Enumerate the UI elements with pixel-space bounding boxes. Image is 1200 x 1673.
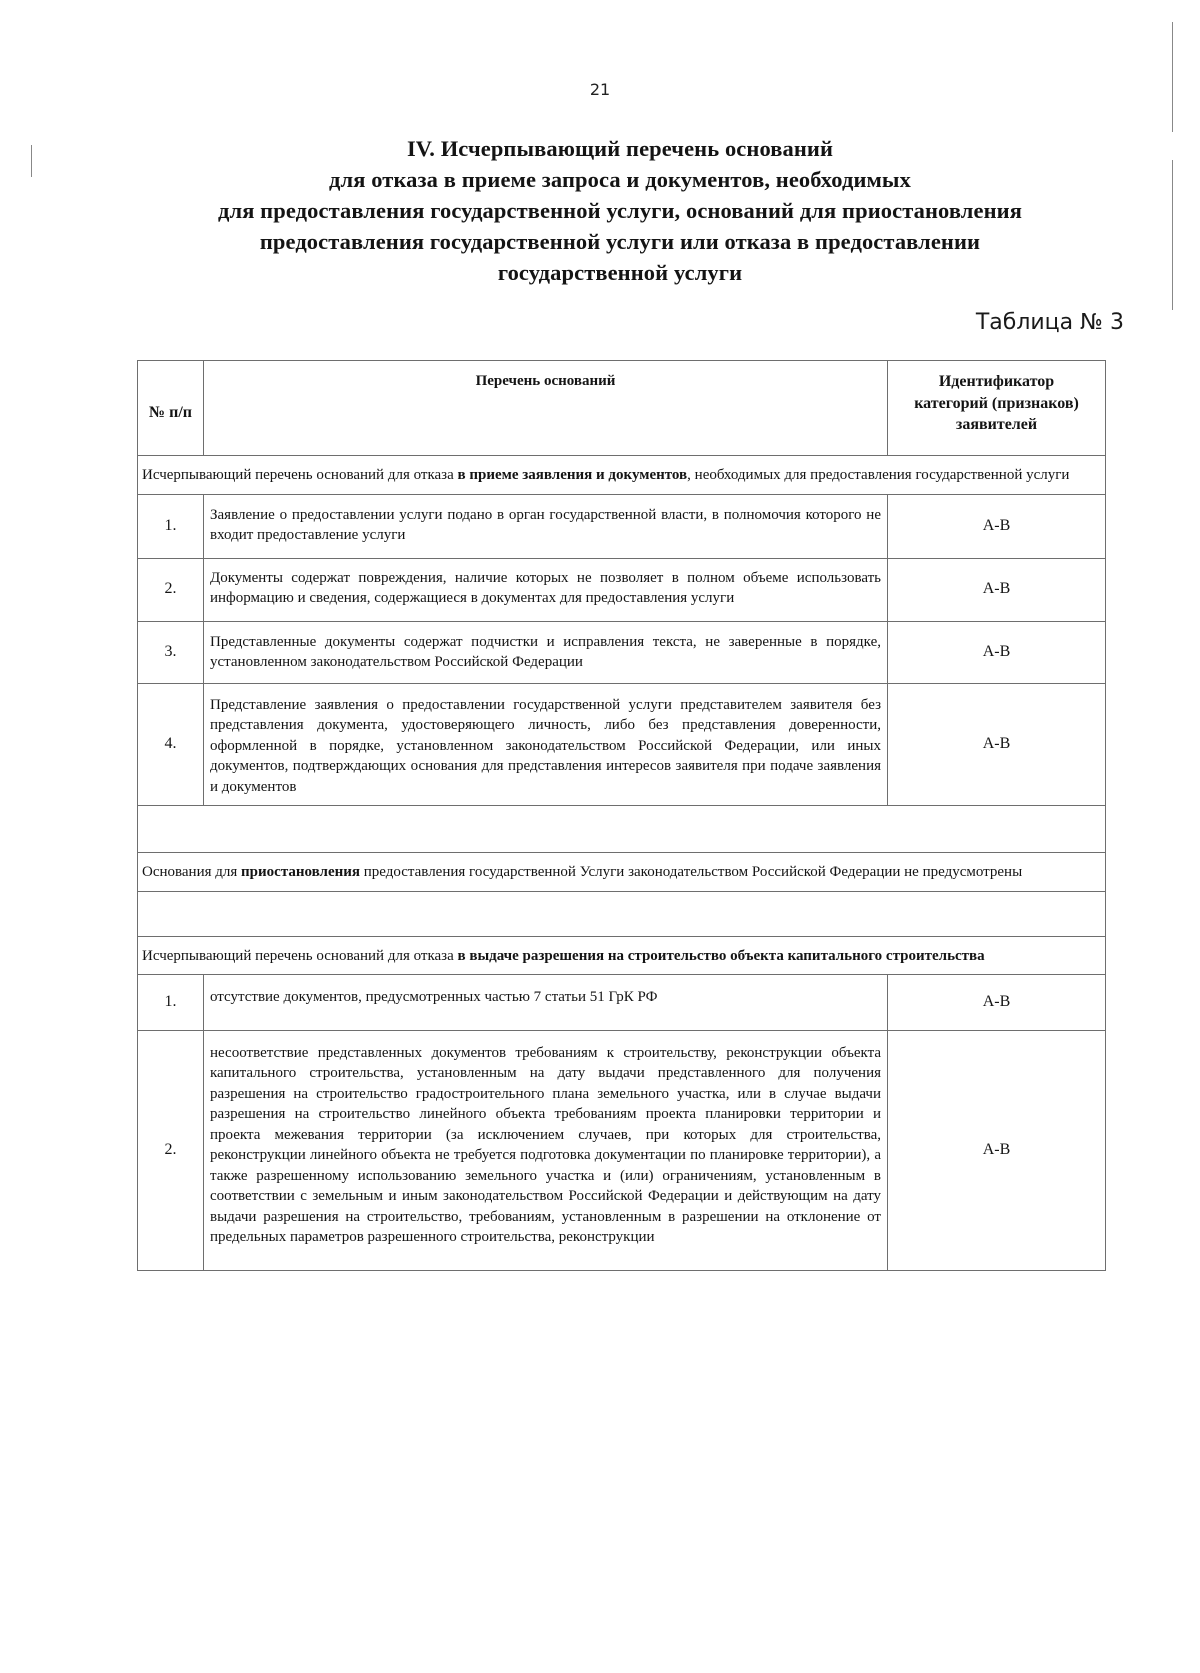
- row-num: 1.: [138, 494, 204, 558]
- section-row-suspension: [138, 853, 1106, 892]
- header-id: Идентификатор категорий (признаков) заявителей: [888, 361, 1106, 456]
- table-header-row: [138, 361, 1106, 456]
- heading-line: для предоставления государственной услуги, оснований для приостановления: [217, 198, 1022, 223]
- row-id: А-В: [888, 1030, 1106, 1270]
- row-id: А-В: [888, 621, 1106, 683]
- table-row: [138, 558, 1106, 621]
- section-text-plain: предоставления государственной Услуги законодательством Российской Федерации не предусмотрены: [360, 864, 1023, 880]
- row-num: 2.: [138, 558, 204, 621]
- table-row: [138, 683, 1106, 806]
- blank-row: [138, 806, 1106, 853]
- section-row-refusal-acceptance: [138, 456, 1106, 495]
- row-id: А-В: [888, 494, 1106, 558]
- table-row: [138, 1030, 1106, 1270]
- section-heading: [140, 133, 1100, 288]
- row-id: А-В: [888, 558, 1106, 621]
- table-label: Таблица № 3: [975, 310, 1124, 335]
- section-text: [138, 853, 1106, 892]
- scan-edge-mark-left: [31, 145, 32, 177]
- table-row: [138, 975, 1106, 1031]
- row-text: Представленные документы содержат подчистки и исправления текста, не заверенные в порядке, установленном законодательством Российской Федерации: [204, 621, 888, 683]
- page-number: 21: [589, 80, 611, 99]
- row-text: отсутствие документов, предусмотренных частью 7 статьи 51 ГрК РФ: [204, 975, 888, 1031]
- section-text-bold: в выдаче разрешения на строительство объекта капитального строительства: [457, 947, 985, 964]
- table-row: [138, 621, 1106, 683]
- row-id: А-В: [888, 975, 1106, 1031]
- section-text-plain: Основания для: [142, 864, 242, 880]
- blank-cell: [138, 891, 1106, 936]
- row-text: Заявление о предоставлении услуги подано в орган государственной власти, в полномочия которого не входит предоставление услуги: [204, 494, 888, 558]
- section-text: [138, 936, 1106, 975]
- section-text-plain: , необходимых для предоставления государственной услуги: [687, 467, 1070, 483]
- row-num: 4.: [138, 683, 204, 806]
- row-text: несоответствие представленных документов требованиям к строительству, реконструкции объекта капитального строительства, установленным на дату выдачи представленного для получения разрешения на строительство градостроительного плана земельного участка, или в случае выдачи разрешения на строительство линейного объекта требованиям проекта планировки территории и проекта межевания территории (за исключением случаев, при которых для строительства, реконструкции линейного объекта не требуется подготовка документации по планировке территории), а также разрешенному использованию земельного участка и (или) ограничениям, установленным в соответствии с земельным и иным законодательством Российской Федерации и действующим на дату выдачи разрешения на строительство, требованиям, установленным в разрешении на отклонение от предельных параметров разрешенного строительства, реконструкции: [204, 1030, 888, 1270]
- grounds-table: [137, 360, 1106, 1271]
- row-text: Документы содержат повреждения, наличие которых не позволяет в полном объеме использовать информацию и сведения, содержащиеся в документах для предоставления услуги: [204, 558, 888, 621]
- blank-row: [138, 891, 1106, 936]
- section-text: [138, 456, 1106, 495]
- section-text-plain: Исчерпывающий перечень оснований для отказа: [142, 467, 458, 483]
- header-list: Перечень оснований: [204, 361, 888, 456]
- header-num: № п/п: [138, 361, 204, 456]
- row-text: Представление заявления о предоставлении государственной услуги представителем заявителя без представления документа, удостоверяющего личность, либо без представления доверенности, оформленной в порядке, установленном законодательством Российской Федерации, или иных документов, подтверждающих основания для представления интересов заявителя при подаче заявления и документов: [204, 683, 888, 806]
- row-id: А-В: [888, 683, 1106, 806]
- heading-line: для отказа в приеме запроса и документов, необходимых: [329, 167, 911, 192]
- section-text-plain: Исчерпывающий перечень оснований для отказа: [142, 947, 458, 964]
- heading-line: государственной услуги: [497, 260, 743, 285]
- heading-line: IV. Исчерпывающий перечень оснований: [406, 136, 834, 161]
- scan-edge-mark-right-lower: [1172, 160, 1173, 310]
- heading-line: предоставления государственной услуги или отказа в предоставлении: [259, 229, 981, 254]
- scan-edge-mark-right: [1172, 22, 1173, 132]
- blank-cell: [138, 806, 1106, 853]
- row-num: 3.: [138, 621, 204, 683]
- row-num: 1.: [138, 975, 204, 1031]
- table-row: [138, 494, 1106, 558]
- section-text-bold: в приеме заявления и документов: [457, 467, 688, 483]
- section-text-bold: приостановления: [241, 864, 361, 880]
- section-row-refusal-permit: [138, 936, 1106, 975]
- row-num: 2.: [138, 1030, 204, 1270]
